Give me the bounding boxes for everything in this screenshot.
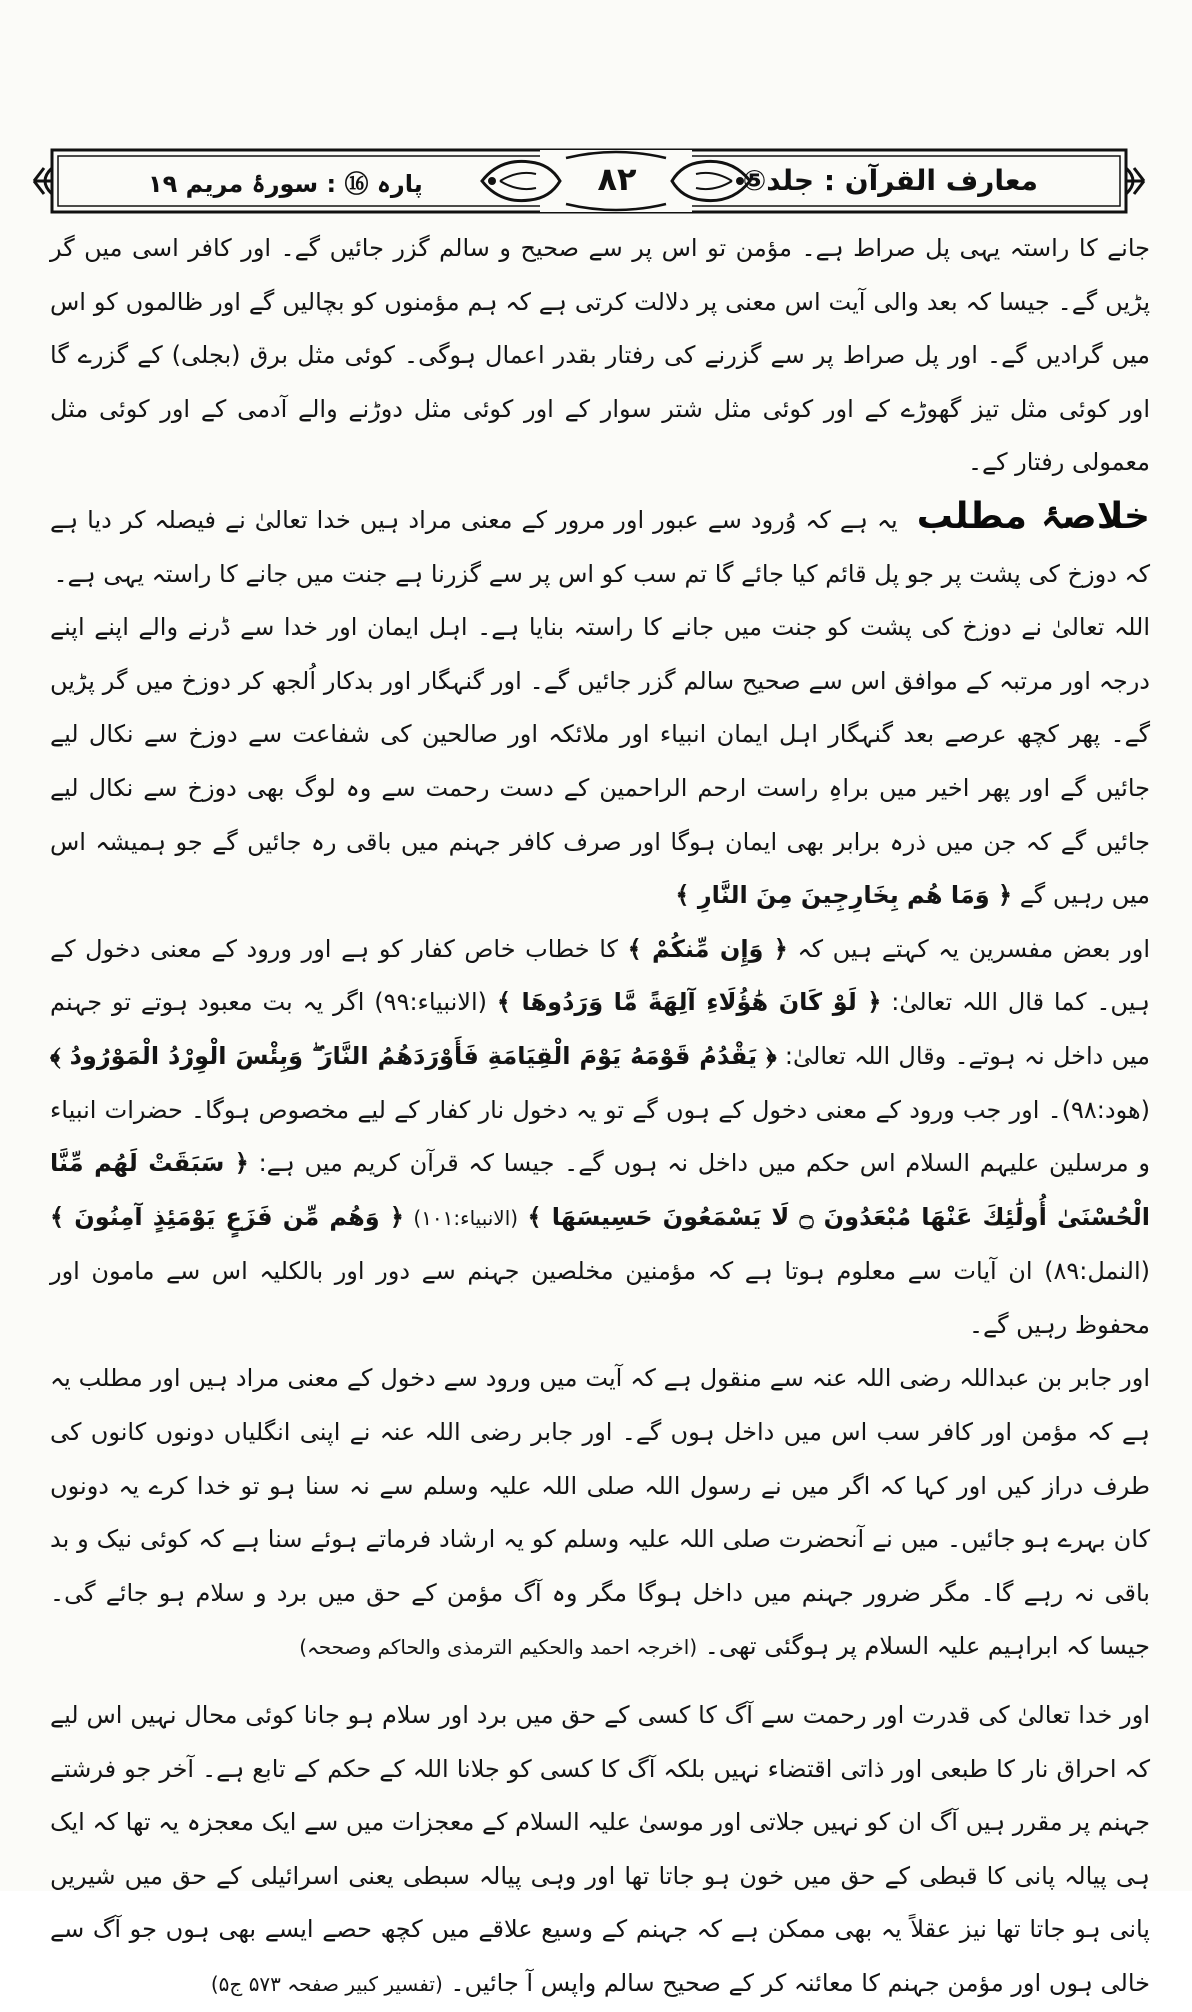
tafsir-reference: (تفسیر کبیر صفحہ ۵۷۳ ج۵) bbox=[210, 1972, 443, 1996]
quran-verse-3: ﴿ لَوْ كَانَ هَٰؤُلَاءِ آلِهَةً مَّا وَرَدُوهَا ﴾ bbox=[496, 988, 882, 1017]
paragraph-4 bbox=[50, 923, 1150, 1353]
paragraph-4-text-c: (الانبیاء:۹۹) اگر یہ بت معبود ہوتے تو جہنم میں داخل نہ ہوتے۔ وقال اللہ تعالیٰ: bbox=[50, 988, 1150, 1070]
paragraph-4-text-e: (النمل:۸۹) ان آیات سے معلوم ہوتا ہے کہ مؤمنین مخلصین جہنم سے دور اور بالکلیہ اس سے مامون اور محفوظ رہیں گے۔ bbox=[50, 1257, 1150, 1339]
paragraph-2 bbox=[50, 490, 1150, 601]
quran-verse-6: ﴿ وَهُم مِّن فَزَعٍ يَوْمَئِذٍ آمِنُونَ ﴾ bbox=[50, 1202, 404, 1231]
page-number: ۸۲ bbox=[597, 160, 637, 198]
reference-anbiya: (الانبیاء:۱۰۱) bbox=[413, 1205, 519, 1230]
paragraph-5 bbox=[50, 1352, 1150, 1675]
quran-verse-1: ﴿ وَمَا هُم بِخَارِجِينَ مِنَ النَّارِ ﴾ bbox=[675, 881, 1013, 910]
para-surah-label: پارہ ⑯ : سورۂ مریم ۱۹ bbox=[148, 170, 423, 198]
paragraph-4-text-a: اور بعض مفسرین یہ کہتے ہیں کہ bbox=[797, 934, 1150, 963]
paragraph-3 bbox=[50, 601, 1150, 923]
paragraph-5-text: اور جابر بن عبداللہ رضی اللہ عنہ سے منقول ہے کہ آیت میں ورود سے دخول کے معنی مراد ہیں اور مطلب یہ ہے کہ مؤمن اور کافر سب اس میں داخل ہوں گے۔ اور جابر رضی اللہ عنہ نے اپنی انگلیاں دونوں کانوں کی طرف دراز کیں اور کہا کہ اگر میں نے رسول اللہ صلی اللہ علیہ وسلم سے نہ سنا ہو تو خدا کرے یہ دونوں کان بہرے ہو جائیں۔ میں نے آنحضرت صلی اللہ علیہ وسلم کو یہ ارشاد فرماتے ہوئے سنا ہے کہ کوئی نیک و بد باقی نہ رہے گا۔ مگر ضرور جہنم میں داخل ہوگا مگر وہ آگ مؤمن کے حق میں برد و سلام ہو جائے گی۔ جیسا کہ ابراہیم علیہ السلام پر ہوگئی تھی۔ bbox=[50, 1364, 1150, 1661]
paragraph-3-text: اللہ تعالیٰ نے دوزخ کی پشت کو جنت میں جانے کا راستہ بنایا ہے۔ اہل ایمان اور خدا سے ڈرنے والے اپنے اپنے درجہ اور مرتبہ کے موافق اس سے صحیح سالم گزر جائیں گے۔ اور گنہگار اور بدکار اُلجھ کر دوزخ میں گر پڑیں گے۔ پھر کچھ عرصے بعد گنہگار اہل ایمان انبیاء اور ملائکہ اور صالحین کی شفاعت سے دوزخ سے نکال لیے جائیں گے اور پھر اخیر میں براہِ راست ارحم الراحمین کے دست رحمت سے وہ لوگ بھی دوزخ سے نکال لیے جائیں گے کہ جن میں ذرہ برابر بھی ایمان ہوگا اور صرف کافر جہنم میں باقی رہ جائیں گے جو ہمیشہ اس میں رہیں گے bbox=[50, 613, 1150, 910]
paragraph-4-text-b: کا خطاب خاص کفار کو ہے اور ورود کے معنی دخول کے ہیں۔ کما قال اللہ تعالیٰ: bbox=[50, 934, 1150, 1017]
paragraph-6-text: اور خدا تعالیٰ کی قدرت اور رحمت سے آگ کا کسی کے حق میں برد اور سلام ہو جانا کوئی محال نہیں اس لیے کہ احراق نار کا طبعی اور ذاتی اقتضاء نہیں بلکہ آگ کا کسی کو جلانا اللہ کے حکم کے تابع ہے۔ آخر جو فرشتے جہنم پر مقرر ہیں آگ ان کو نہیں جلاتی اور موسیٰ علیہ السلام کے معجزات میں سے ایک معجزہ یہ تھا کہ ایک ہی پیالہ پانی کا قبطی کے حق میں خون ہو جاتا تھا اور وہی پیالہ سبطی یعنی اسرائیلی کے حق میں شیریں پانی ہو جاتا تھا نیز عقلاً یہ بھی ممکن ہے کہ جہنم کے وسیع علاقے میں کچھ حصے ایسے بھی ہوں جو آگ سے خالی ہوں اور مؤمن جہنم کا معائنہ کر کے صحیح سالم واپس آ جائیں۔ bbox=[50, 1701, 1150, 1997]
main-text bbox=[50, 222, 1150, 2012]
page-header bbox=[30, 138, 1148, 224]
paragraph-2-text: یہ ہے کہ وُرود سے عبور اور مرور کے معنی مراد ہیں خدا تعالیٰ نے فیصلہ کر دیا ہے کہ دوزخ کی پشت پر جو پل قائم کیا جائے گا تم سب کو اس پر سے گزرنا ہے جنت میں جانے کا راستہ یہی ہے۔ bbox=[50, 505, 1150, 588]
quran-verse-5: ﴿ سَبَقَتْ لَهُم مِّنَّا الْحُسْنَىٰ أُولَٰئِكَ عَنْهَا مُبْعَدُونَ ۝ لَا يَسْمَعُونَ حَسِيسَهَا ﴾ bbox=[50, 1149, 1150, 1231]
hadith-reference: (اخرجہ احمد والحکیم الترمذی والحاکم وصححہ) bbox=[299, 1635, 698, 1660]
paragraph-6 bbox=[50, 1689, 1150, 2012]
section-heading: خلاصۂ مطلب bbox=[916, 495, 1150, 537]
book-title: معارف القرآن : جلد⑤ bbox=[742, 164, 1038, 197]
paragraph-1: جانے کا راستہ یہی پل صراط ہے۔ مؤمن تو اس پر سے صحیح و سالم گزر جائیں گے۔ اور کافر اسی میں گر پڑیں گے۔ جیسا کہ بعد والی آیت اس معنی پر دلالت کرتی ہے کہ ہم مؤمنوں کو بچالیں گے اور ظالموں کو اس میں گرادیں گے۔ اور پل صراط پر سے گزرنے کی رفتار بقدر اعمال ہوگی۔ کوئی مثل برق (بجلی) کے گزرے گا اور کوئی مثل تیز گھوڑے کے اور کوئی مثل شتر سوار کے اور کوئی مثل دوڑنے والے آدمی کے اور کوئی مثل معمولی رفتار کے۔ bbox=[50, 234, 1150, 477]
quran-verse-2: ﴿ وَإِن مِّنكُمْ ﴾ bbox=[627, 934, 788, 963]
paragraph-4-text-d: (ھود:۹۸)۔ اور جب ورود کے معنی دخول کے ہوں گے تو یہ دخول نار کفار کے لیے مخصوص ہوگا۔ حضرات انبیاء و مرسلین علیہم السلام اس حکم میں داخل نہ ہوں گے۔ جیسا کہ قرآن کریم میں ہے: bbox=[50, 1095, 1150, 1178]
quran-verse-4: ﴿ يَقْدُمُ قَوْمَهُ يَوْمَ الْقِيَامَةِ فَأَوْرَدَهُمُ النَّارَ ۖ وَبِئْسَ الْوِرْدُ الْمَوْرُودُ ﴾ bbox=[50, 1041, 777, 1070]
